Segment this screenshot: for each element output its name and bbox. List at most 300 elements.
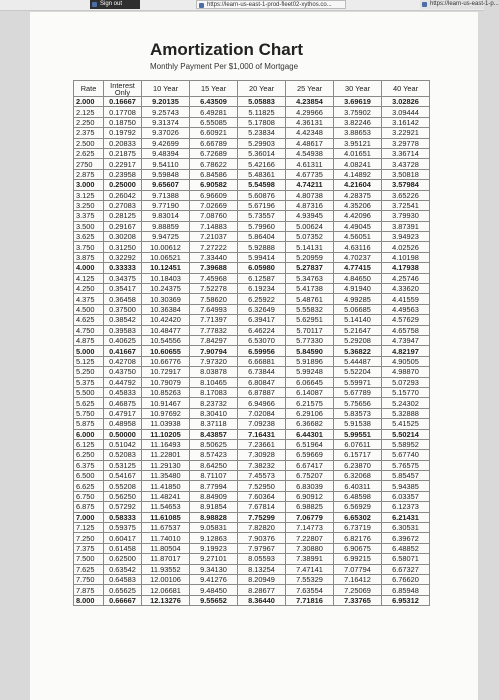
payment-cell: 4.91940 <box>334 284 382 294</box>
payment-cell: 7.23661 <box>238 439 286 449</box>
payment-cell: 3.29778 <box>382 138 430 148</box>
payment-cell: 0.66667 <box>104 595 142 605</box>
payment-cell: 7.02669 <box>190 200 238 210</box>
rate-cell: 6.375 <box>74 460 104 470</box>
payment-cell: 4.29966 <box>286 107 334 117</box>
payment-cell: 5.11825 <box>238 107 286 117</box>
payment-cell: 7.82820 <box>238 523 286 533</box>
payment-cell: 5.55832 <box>286 304 334 314</box>
rate-cell: 3.625 <box>74 232 104 242</box>
payment-cell: 10.30369 <box>142 294 190 304</box>
table-row <box>74 107 430 117</box>
payment-cell: 7.47141 <box>286 564 334 574</box>
payment-cell: 6.19234 <box>238 284 286 294</box>
payment-cell: 0.55208 <box>104 481 142 491</box>
rate-cell: 3.250 <box>74 200 104 210</box>
payment-cell: 0.48958 <box>104 419 142 429</box>
rate-cell: 2.375 <box>74 128 104 138</box>
payment-cell: 3.50818 <box>382 169 430 179</box>
payment-cell: 4.08241 <box>334 159 382 169</box>
payment-cell: 3.09444 <box>382 107 430 117</box>
payment-cell: 4.93945 <box>286 211 334 221</box>
payment-cell: 6.43509 <box>190 97 238 107</box>
payment-cell: 7.63554 <box>286 585 334 595</box>
payment-cell: 8.50625 <box>190 439 238 449</box>
payment-cell: 0.32292 <box>104 252 142 262</box>
payment-cell: 6.30531 <box>382 523 430 533</box>
payment-cell: 4.41559 <box>382 294 430 304</box>
payment-cell: 0.44792 <box>104 377 142 387</box>
payment-cell: 5.54598 <box>238 180 286 190</box>
column-header: 25 Year <box>286 81 334 97</box>
payment-cell: 8.03878 <box>190 367 238 377</box>
payment-cell: 0.47917 <box>104 408 142 418</box>
payment-cell: 8.64250 <box>190 460 238 470</box>
payment-cell: 7.21037 <box>190 232 238 242</box>
payment-cell: 7.14773 <box>286 523 334 533</box>
payment-cell: 6.15717 <box>334 450 382 460</box>
payment-cell: 4.84650 <box>334 273 382 283</box>
table-row <box>74 242 430 252</box>
payment-cell: 5.41525 <box>382 419 430 429</box>
rate-cell: 3.750 <box>74 242 104 252</box>
payment-cell: 9.42699 <box>142 138 190 148</box>
payment-cell: 5.76575 <box>382 460 430 470</box>
payment-cell: 4.56051 <box>334 232 382 242</box>
rate-cell: 2750 <box>74 159 104 169</box>
payment-cell: 4.74211 <box>286 180 334 190</box>
payment-cell: 6.21431 <box>382 512 430 522</box>
payment-cell: 0.30208 <box>104 232 142 242</box>
payment-cell: 10.42420 <box>142 315 190 325</box>
rate-cell: 7.625 <box>74 564 104 574</box>
rate-cell: 4.875 <box>74 335 104 345</box>
table-row <box>74 315 430 325</box>
payment-cell: 7.09238 <box>238 419 286 429</box>
payment-cell: 7.84297 <box>190 335 238 345</box>
payment-cell: 6.06645 <box>286 377 334 387</box>
payment-cell: 5.20959 <box>286 252 334 262</box>
payment-cell: 5.41738 <box>286 284 334 294</box>
table-row <box>74 356 430 366</box>
table-row <box>74 200 430 210</box>
payment-cell: 5.85457 <box>382 471 430 481</box>
payment-cell: 9.59848 <box>142 169 190 179</box>
payment-cell: 5.92888 <box>238 242 286 252</box>
payment-cell: 4.42096 <box>334 211 382 221</box>
rate-cell: 5.000 <box>74 346 104 356</box>
payment-cell: 5.32888 <box>382 408 430 418</box>
payment-cell: 3.75902 <box>334 107 382 117</box>
payment-cell: 10.54556 <box>142 335 190 345</box>
table-row <box>74 304 430 314</box>
payment-cell: 6.76620 <box>382 574 430 584</box>
rate-cell: 4.500 <box>74 304 104 314</box>
table-row <box>74 585 430 595</box>
payment-cell: 5.86404 <box>238 232 286 242</box>
payment-cell: 6.78622 <box>190 159 238 169</box>
payment-cell: 0.33333 <box>104 263 142 273</box>
payment-cell: 5.06685 <box>334 304 382 314</box>
payment-cell: 0.27083 <box>104 200 142 210</box>
rate-cell: 6.500 <box>74 471 104 481</box>
payment-cell: 5.07293 <box>382 377 430 387</box>
payment-cell: 5.67196 <box>238 200 286 210</box>
table-row <box>74 263 430 273</box>
payment-cell: 8.84909 <box>190 491 238 501</box>
payment-cell: 6.87887 <box>238 387 286 397</box>
payment-cell: 4.01651 <box>334 148 382 158</box>
payment-cell: 8.30410 <box>190 408 238 418</box>
rate-cell: 5.750 <box>74 408 104 418</box>
payment-cell: 5.75656 <box>334 398 382 408</box>
payment-cell: 7.07794 <box>334 564 382 574</box>
payment-cell: 11.41850 <box>142 481 190 491</box>
payment-cell: 3.79930 <box>382 211 430 221</box>
payment-cell: 5.99248 <box>286 367 334 377</box>
table-row <box>74 450 430 460</box>
payment-cell: 0.25000 <box>104 180 142 190</box>
payment-cell: 0.16667 <box>104 97 142 107</box>
payment-cell: 7.58620 <box>190 294 238 304</box>
payment-cell: 9.19923 <box>190 543 238 553</box>
table-row <box>74 429 430 439</box>
payment-cell: 6.44301 <box>286 429 334 439</box>
payment-cell: 6.67417 <box>286 460 334 470</box>
payment-cell: 9.31374 <box>142 117 190 127</box>
payment-cell: 9.37026 <box>142 128 190 138</box>
payment-cell: 6.46224 <box>238 325 286 335</box>
table-row <box>74 595 430 605</box>
payment-cell: 7.14883 <box>190 221 238 231</box>
payment-cell: 0.58333 <box>104 512 142 522</box>
payment-cell: 7.08760 <box>190 211 238 221</box>
payment-cell: 8.36440 <box>238 595 286 605</box>
payment-cell: 4.98870 <box>382 367 430 377</box>
column-header: Rate <box>74 81 104 97</box>
payment-cell: 11.29130 <box>142 460 190 470</box>
table-row <box>74 284 430 294</box>
payment-cell: 8.71107 <box>190 471 238 481</box>
payment-cell: 4.77415 <box>334 263 382 273</box>
rate-cell: 4.000 <box>74 263 104 273</box>
payment-cell: 9.77190 <box>142 200 190 210</box>
payment-cell: 0.36458 <box>104 294 142 304</box>
payment-cell: 4.25746 <box>382 273 430 283</box>
rate-cell: 2.250 <box>74 117 104 127</box>
table-row <box>74 471 430 481</box>
payment-cell: 10.66776 <box>142 356 190 366</box>
payment-cell: 9.65607 <box>142 180 190 190</box>
payment-cell: 4.57629 <box>382 315 430 325</box>
payment-cell: 0.40625 <box>104 335 142 345</box>
rate-cell: 5.375 <box>74 377 104 387</box>
payment-cell: 6.80847 <box>238 377 286 387</box>
payment-cell: 4.35206 <box>334 200 382 210</box>
payment-cell: 0.34375 <box>104 273 142 283</box>
payment-cell: 6.55085 <box>190 117 238 127</box>
payment-cell: 5.14131 <box>286 242 334 252</box>
payment-cell: 6.98825 <box>286 502 334 512</box>
payment-cell: 4.42348 <box>286 128 334 138</box>
table-row <box>74 439 430 449</box>
table-row <box>74 481 430 491</box>
table-row <box>74 159 430 169</box>
rate-cell: 3.125 <box>74 190 104 200</box>
payment-cell: 5.00624 <box>286 221 334 231</box>
payment-cell: 3.82246 <box>334 117 382 127</box>
payment-cell: 8.91854 <box>190 502 238 512</box>
rate-cell: 3.375 <box>74 211 104 221</box>
payment-cell: 0.28125 <box>104 211 142 221</box>
payment-cell: 5.23834 <box>238 128 286 138</box>
payment-cell: 10.85263 <box>142 387 190 397</box>
payment-cell: 6.03357 <box>382 491 430 501</box>
payment-cell: 6.90675 <box>334 543 382 553</box>
payment-cell: 6.12587 <box>238 273 286 283</box>
payment-cell: 4.61311 <box>286 159 334 169</box>
table-row <box>74 523 430 533</box>
rate-cell: 5.625 <box>74 398 104 408</box>
payment-cell: 10.72917 <box>142 367 190 377</box>
table-row <box>74 533 430 543</box>
payment-cell: 7.90794 <box>190 346 238 356</box>
payment-cell: 7.97967 <box>238 543 286 553</box>
payment-cell: 6.40311 <box>334 481 382 491</box>
table-row <box>74 211 430 221</box>
payment-cell: 11.74010 <box>142 533 190 543</box>
payment-cell: 5.83573 <box>334 408 382 418</box>
tab-favicon-icon <box>92 2 97 7</box>
payment-cell: 11.87017 <box>142 554 190 564</box>
payment-cell: 8.23732 <box>190 398 238 408</box>
payment-cell: 6.59956 <box>238 346 286 356</box>
payment-cell: 6.73719 <box>334 523 382 533</box>
payment-cell: 0.37500 <box>104 304 142 314</box>
rate-cell: 7.875 <box>74 585 104 595</box>
payment-cell: 7.67814 <box>238 502 286 512</box>
payment-cell: 10.12451 <box>142 263 190 273</box>
payment-cell: 10.06521 <box>142 252 190 262</box>
payment-cell: 12.00106 <box>142 574 190 584</box>
rate-cell: 4.250 <box>74 284 104 294</box>
payment-cell: 6.82176 <box>334 533 382 543</box>
rate-cell: 7.375 <box>74 543 104 553</box>
table-row <box>74 512 430 522</box>
payment-cell: 7.71397 <box>190 315 238 325</box>
payment-cell: 5.48361 <box>238 169 286 179</box>
payment-cell: 11.67537 <box>142 523 190 533</box>
payment-cell: 0.57292 <box>104 502 142 512</box>
payment-cell: 0.22917 <box>104 159 142 169</box>
browser-tab-sign-out[interactable] <box>90 0 140 9</box>
payment-cell: 6.99215 <box>334 554 382 564</box>
payment-cell: 5.67740 <box>382 450 430 460</box>
payment-cell: 0.54167 <box>104 471 142 481</box>
payment-cell: 3.43728 <box>382 159 430 169</box>
payment-cell: 4.99285 <box>334 294 382 304</box>
rate-cell: 6.125 <box>74 439 104 449</box>
payment-cell: 7.90376 <box>238 533 286 543</box>
browser-tab-learn[interactable] <box>420 0 499 9</box>
payment-cell: 5.73557 <box>238 211 286 221</box>
payment-cell: 4.87316 <box>286 200 334 210</box>
payment-cell: 8.10465 <box>190 377 238 387</box>
table-row <box>74 543 430 553</box>
payment-cell: 3.02826 <box>382 97 430 107</box>
payment-cell: 3.87391 <box>382 221 430 231</box>
payment-cell: 6.90582 <box>190 180 238 190</box>
payment-cell: 11.48241 <box>142 491 190 501</box>
payment-cell: 9.48394 <box>142 148 190 158</box>
payment-cell: 10.97692 <box>142 408 190 418</box>
payment-cell: 6.66789 <box>190 138 238 148</box>
payment-cell: 5.70117 <box>286 325 334 335</box>
payment-cell: 9.83014 <box>142 211 190 221</box>
payment-cell: 0.35417 <box>104 284 142 294</box>
table-row <box>74 325 430 335</box>
table-row <box>74 128 430 138</box>
payment-cell: 6.67327 <box>382 564 430 574</box>
table-row <box>74 574 430 584</box>
payment-cell: 6.84586 <box>190 169 238 179</box>
payment-cell: 9.48450 <box>190 585 238 595</box>
payment-cell: 3.36714 <box>382 148 430 158</box>
payment-cell: 4.73947 <box>382 335 430 345</box>
payment-cell: 11.35480 <box>142 471 190 481</box>
tab-label: Sign out <box>100 1 123 7</box>
payment-cell: 5.62951 <box>286 315 334 325</box>
table-row <box>74 564 430 574</box>
rate-cell: 7.000 <box>74 512 104 522</box>
payment-cell: 0.21875 <box>104 148 142 158</box>
payment-cell: 3.57984 <box>382 180 430 190</box>
rate-cell: 5.125 <box>74 356 104 366</box>
payment-cell: 4.14892 <box>334 169 382 179</box>
payment-cell: 0.31250 <box>104 242 142 252</box>
payment-cell: 3.72541 <box>382 200 430 210</box>
rate-cell: 3.000 <box>74 180 104 190</box>
table-row <box>74 367 430 377</box>
rate-cell: 6.750 <box>74 491 104 501</box>
payment-cell: 6.49281 <box>190 107 238 117</box>
browser-tab-xythos[interactable] <box>196 0 346 9</box>
table-row <box>74 148 430 158</box>
payment-cell: 6.21575 <box>286 398 334 408</box>
rate-cell: 5.500 <box>74 387 104 397</box>
payment-cell: 6.36682 <box>286 419 334 429</box>
payment-cell: 8.28677 <box>238 585 286 595</box>
payment-cell: 5.99414 <box>238 252 286 262</box>
rate-cell: 4.750 <box>74 325 104 335</box>
payment-cell: 4.02526 <box>382 242 430 252</box>
payment-cell: 6.14087 <box>286 387 334 397</box>
column-header: 30 Year <box>334 81 382 97</box>
table-row <box>74 221 430 231</box>
rate-cell: 6.625 <box>74 481 104 491</box>
payment-cell: 6.48598 <box>334 491 382 501</box>
payment-cell: 7.75299 <box>238 512 286 522</box>
payment-cell: 0.52083 <box>104 450 142 460</box>
payment-cell: 7.64993 <box>190 304 238 314</box>
rate-cell: 6.875 <box>74 502 104 512</box>
payment-cell: 0.38542 <box>104 315 142 325</box>
payment-cell: 8.13254 <box>238 564 286 574</box>
payment-cell: 7.30880 <box>286 543 334 553</box>
payment-cell: 3.16142 <box>382 117 430 127</box>
column-header: Interest Only <box>104 81 142 97</box>
payment-cell: 0.62500 <box>104 554 142 564</box>
payment-cell: 6.39417 <box>238 315 286 325</box>
payment-cell: 7.45968 <box>190 273 238 283</box>
rate-cell: 2.500 <box>74 138 104 148</box>
document-subtitle: Monthly Payment Per $1,000 of Mortgage <box>150 62 299 71</box>
amortization-table <box>73 80 430 606</box>
payment-cell: 6.05980 <box>238 263 286 273</box>
payment-cell: 7.60364 <box>238 491 286 501</box>
payment-cell: 0.43750 <box>104 367 142 377</box>
payment-cell: 5.84590 <box>286 346 334 356</box>
payment-cell: 5.15770 <box>382 387 430 397</box>
rate-cell: 3.500 <box>74 221 104 231</box>
payment-cell: 6.94966 <box>238 398 286 408</box>
payment-cell: 5.17808 <box>238 117 286 127</box>
payment-cell: 5.91538 <box>334 419 382 429</box>
payment-cell: 4.21604 <box>334 180 382 190</box>
table-row <box>74 502 430 512</box>
payment-cell: 4.63116 <box>334 242 382 252</box>
table-row <box>74 387 430 397</box>
rate-cell: 8.000 <box>74 595 104 605</box>
payment-cell: 0.23958 <box>104 169 142 179</box>
payment-cell: 5.24302 <box>382 398 430 408</box>
table-row <box>74 190 430 200</box>
payment-cell: 4.17938 <box>382 263 430 273</box>
payment-cell: 5.29903 <box>238 138 286 148</box>
rate-cell: 6.250 <box>74 450 104 460</box>
payment-cell: 3.65226 <box>382 190 430 200</box>
payment-cell: 5.67789 <box>334 387 382 397</box>
payment-cell: 4.49045 <box>334 221 382 231</box>
payment-cell: 5.44487 <box>334 356 382 366</box>
payment-cell: 4.54938 <box>286 148 334 158</box>
payment-cell: 11.93552 <box>142 564 190 574</box>
payment-cell: 11.03938 <box>142 419 190 429</box>
rate-cell: 5.875 <box>74 419 104 429</box>
rate-cell: 4.625 <box>74 315 104 325</box>
payment-cell: 12.06681 <box>142 585 190 595</box>
payment-cell: 5.99551 <box>334 429 382 439</box>
table-row <box>74 491 430 501</box>
table-row <box>74 346 430 356</box>
payment-cell: 5.52204 <box>334 367 382 377</box>
table-row <box>74 273 430 283</box>
payment-cell: 5.21647 <box>334 325 382 335</box>
payment-cell: 4.48617 <box>286 138 334 148</box>
table-row <box>74 97 430 107</box>
payment-cell: 7.25069 <box>334 585 382 595</box>
payment-cell: 9.94725 <box>142 232 190 242</box>
payment-cell: 7.45573 <box>238 471 286 481</box>
payment-cell: 0.20833 <box>104 138 142 148</box>
payment-cell: 3.94923 <box>382 232 430 242</box>
payment-cell: 7.97320 <box>190 356 238 366</box>
payment-cell: 4.28375 <box>334 190 382 200</box>
payment-cell: 5.42166 <box>238 159 286 169</box>
payment-cell: 12.13276 <box>142 595 190 605</box>
payment-cell: 9.88859 <box>142 221 190 231</box>
rate-cell: 3.875 <box>74 252 104 262</box>
